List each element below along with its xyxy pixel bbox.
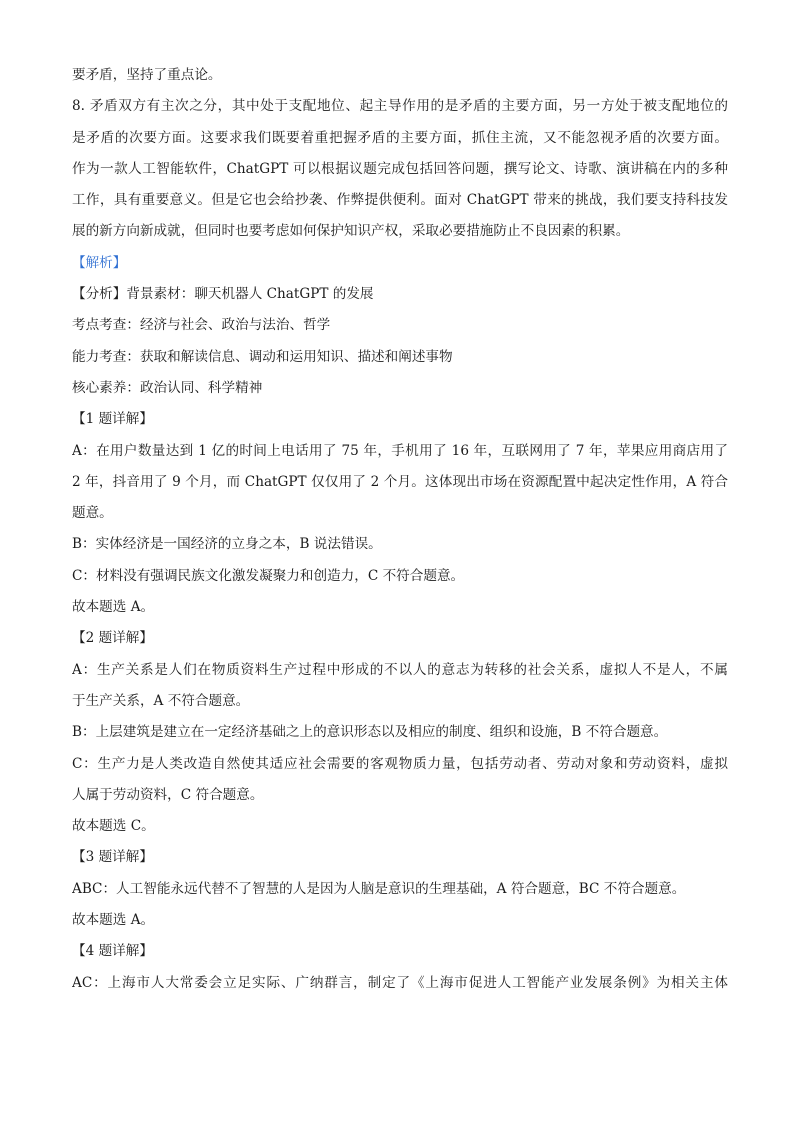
text-line: 2 年，抖音用了 9 个月，而 ChatGPT 仅仅用了 2 个月。这体现出市场在资源配置中起决定性作用，A 符合 bbox=[72, 473, 728, 490]
text-line: 故本题选 A。 bbox=[72, 599, 155, 616]
section-heading: 【4 题详解】 bbox=[72, 943, 153, 960]
section-heading: 【3 题详解】 bbox=[72, 849, 153, 866]
text-line: B：上层建筑是建立在一定经济基础之上的意识形态以及相应的制度、组织和设施，B 不符合题意。 bbox=[72, 724, 668, 741]
text-line: C：材料没有强调民族文化激发凝聚力和创造力，C 不符合题意。 bbox=[72, 567, 465, 584]
text-line: 人属于劳动资料，C 符合题意。 bbox=[72, 786, 264, 803]
text-line: A：在用户数量达到 1 亿的时间上电话用了 75 年，手机用了 16 年，互联网用了 7 年，苹果应用商店用了 bbox=[72, 442, 728, 459]
text-line: 考点考查：经济与社会、政治与法治、哲学 bbox=[72, 317, 331, 334]
text-line: 题意。 bbox=[72, 505, 113, 522]
section-heading: 【2 题详解】 bbox=[72, 630, 153, 647]
text-line: 【分析】背景素材：聊天机器人 ChatGPT 的发展 bbox=[72, 286, 374, 303]
text-line: 能力考查：获取和解读信息、调动和运用知识、描述和阐述事物 bbox=[72, 348, 453, 365]
text-line: AC：上海市人大常委会立足实际、广纳群言，制定了《上海市促进人工智能产业发展条例》为相关主体 bbox=[72, 974, 728, 991]
text-line: 作为一款人工智能软件，ChatGPT 可以根据议题完成包括回答问题，撰写论文、诗歌、演讲稿在内的多种 bbox=[72, 160, 728, 177]
text-line: C：生产力是人类改造自然使其适应社会需要的客观物质力量，包括劳动者、劳动对象和劳动资料，虚拟 bbox=[72, 755, 728, 772]
text-line: 要矛盾，坚持了重点论。 bbox=[72, 67, 222, 83]
text-line: 工作，具有重要意义。但是它也会给抄袭、作弊提供便利。面对 ChatGPT 带来的挑战，我们要支持科技发 bbox=[72, 192, 728, 209]
text-line: ABC：人工智能永远代替不了智慧的人是因为人脑是意识的生理基础，A 符合题意，BC 不符合题意。 bbox=[72, 880, 686, 897]
text-line: A：生产关系是人们在物质资料生产过程中形成的不以人的意志为转移的社会关系，虚拟人不是人，不属 bbox=[72, 661, 728, 678]
text-line: 故本题选 C。 bbox=[72, 818, 155, 835]
analysis-heading: 【解析】 bbox=[72, 254, 127, 271]
document-page bbox=[72, 60, 728, 999]
text-line: 展的新方向新成就，但同时也要考虑如何保护知识产权，采取必要措施防止不良因素的积累。 bbox=[72, 223, 630, 240]
text-line: 于生产关系，A 不符合题意。 bbox=[72, 692, 250, 709]
text-line: 是矛盾的次要方面。这要求我们既要着重把握矛盾的主要方面，抓住主流，又不能忽视矛盾的次要方面。 bbox=[72, 129, 728, 146]
text-line: 核心素养：政治认同、科学精神 bbox=[72, 379, 263, 396]
text-line: 故本题选 A。 bbox=[72, 912, 155, 929]
text-line: 8. 矛盾双方有主次之分，其中处于支配地位、起主导作用的是矛盾的主要方面，另一方处于被支配地位的 bbox=[72, 98, 728, 115]
section-heading: 【1 题详解】 bbox=[72, 411, 153, 428]
text-line: B：实体经济是一国经济的立身之本，B 说法错误。 bbox=[72, 536, 382, 553]
